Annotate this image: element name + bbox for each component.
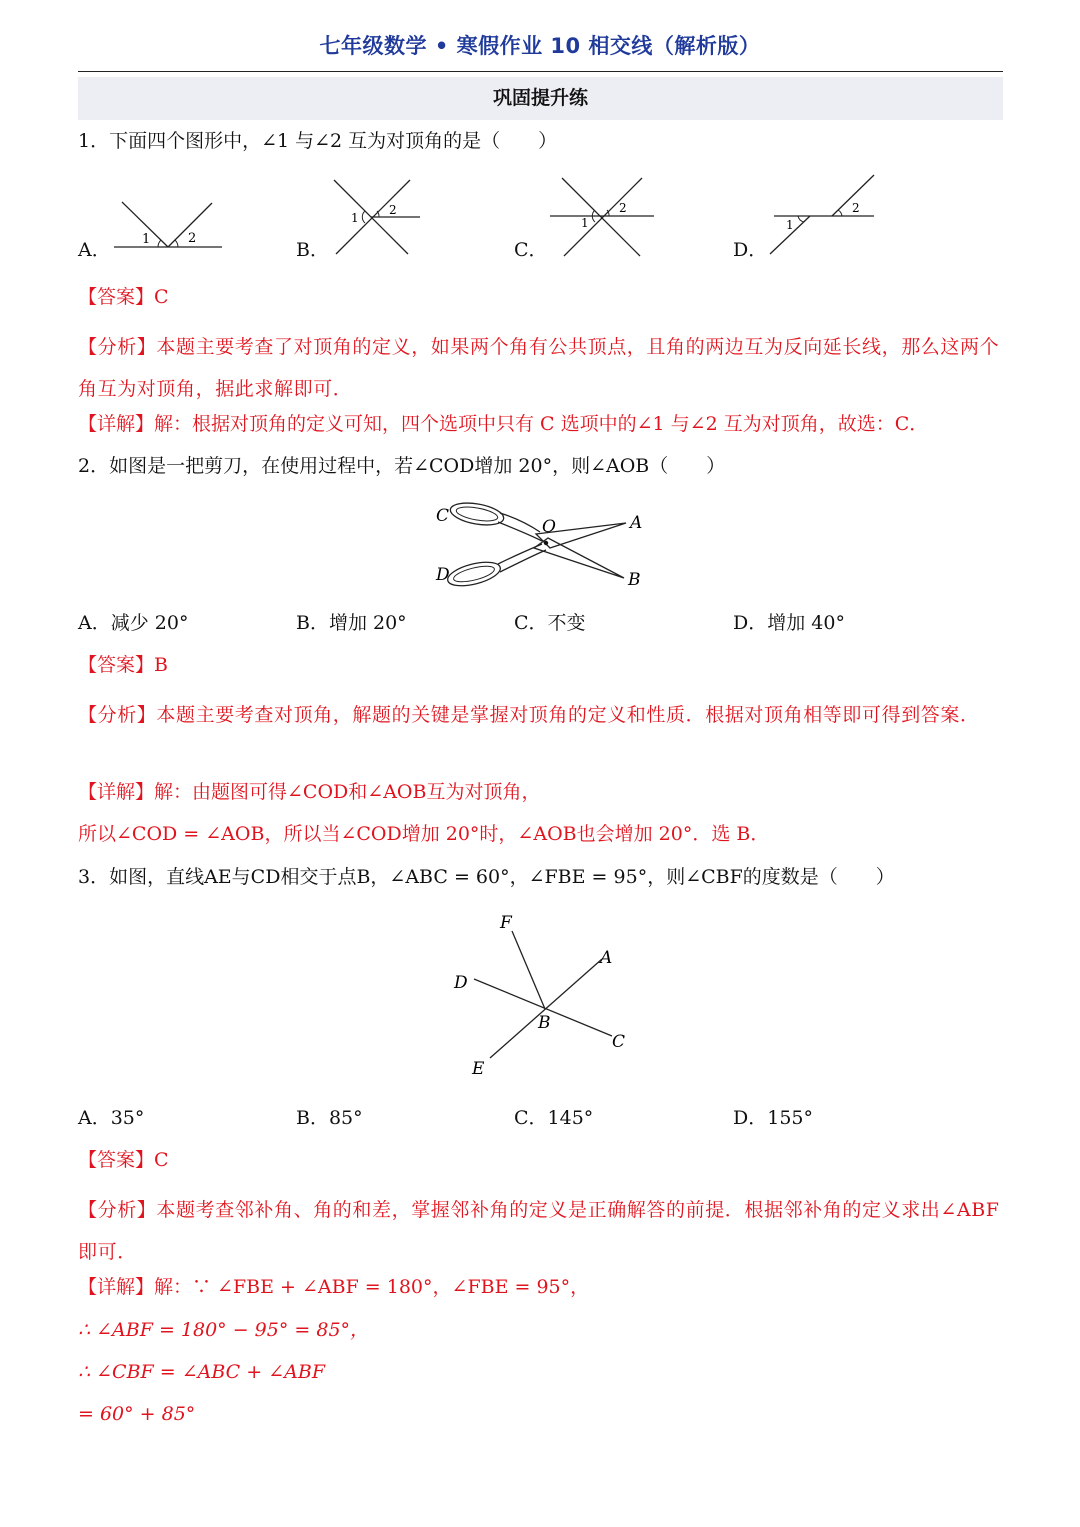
q1-stem: 1．下面四个图形中，∠1 与∠2 互为对顶角的是（ ） <box>78 130 558 152</box>
q2-label-c: C <box>436 506 450 526</box>
q3-option-a: A．35° <box>78 1107 145 1129</box>
q3-label-e: E <box>472 1059 485 1079</box>
q1-figure-b <box>328 172 428 262</box>
q1a-label-2: 2 <box>188 231 197 246</box>
q1-detail: 【详解】解：根据对顶角的定义可知，四个选项中只有 C 选项中的∠1 与∠2 互为对顶角，故选：C． <box>78 413 929 435</box>
q3-label-f: F <box>500 913 512 933</box>
q1c-label-1: 1 <box>581 216 589 230</box>
q1-answer: 【答案】C <box>78 286 169 308</box>
q1-analysis: 【分析】本题主要考查了对顶角的定义，如果两个角有公共顶点，且角的两边互为反向延长线，那么这两个角互为对顶角，据此求解即可． <box>78 336 1000 400</box>
q2-label-d: D <box>436 565 450 585</box>
q3-detail-line1: 【详解】解：∵ ∠FBE + ∠ABF = 180°，∠FBE = 95°， <box>78 1276 590 1298</box>
q2-label-b: B <box>628 570 641 590</box>
q1c-label-2: 2 <box>619 201 627 215</box>
q2-stem: 2．如图是一把剪刀，在使用过程中，若∠COD增加 20°，则∠AOB（ ） <box>78 455 726 477</box>
q2-detail-line2: 所以∠COD = ∠AOB，所以当∠COD增加 20°时，∠AOB也会增加 20°．选 B． <box>78 823 770 845</box>
q1d-label-1: 1 <box>786 218 794 232</box>
q1a-label-1: 1 <box>142 232 151 247</box>
q2-option-d: D．增加 40° <box>733 612 845 634</box>
q2-label-a: A <box>630 513 643 533</box>
q2-answer: 【答案】B <box>78 654 168 676</box>
q3-detail-line2: ∴ ∠ABF = 180° − 95° = 85°， <box>78 1319 370 1341</box>
q2-option-c: C．不变 <box>514 612 586 634</box>
q1-figure-d <box>766 172 878 262</box>
q3-lines-figure <box>448 906 638 1084</box>
q3-detail-line4: = 60° + 85° <box>78 1403 196 1425</box>
section-title: 巩固提升练 <box>78 77 1003 120</box>
q2-scissors-figure <box>428 494 658 598</box>
page-header-title: 七年级数学 • 寒假作业 10 相交线（解析版） <box>319 34 761 58</box>
q2-option-a: A．减少 20° <box>78 612 189 634</box>
q3-label-c: C <box>612 1032 626 1052</box>
q3-analysis: 【分析】本题考查邻补角、角的和差，掌握邻补角的定义是正确解答的前提．根据邻补角的定义求出∠ABF即可． <box>78 1199 1000 1263</box>
q1-option-c: C． <box>514 239 548 261</box>
q1b-label-2: 2 <box>389 203 397 217</box>
q2-analysis: 【分析】本题主要考查对顶角，解题的关键是掌握对顶角的定义和性质．根据对顶角相等即可得到答案． <box>78 704 980 726</box>
q1-figure-a <box>108 170 228 260</box>
q3-label-b: B <box>538 1013 551 1033</box>
header-divider <box>78 71 1003 72</box>
q2-option-b: B．增加 20° <box>296 612 407 634</box>
q3-option-c: C．145° <box>514 1107 594 1129</box>
q3-answer: 【答案】C <box>78 1149 169 1171</box>
q1b-label-1: 1 <box>351 211 359 225</box>
q3-detail-line3: ∴ ∠CBF = ∠ABC + ∠ABF <box>78 1361 326 1383</box>
q2-label-o: O <box>542 517 556 537</box>
q3-stem: 3．如图，直线AE与CD相交于点B，∠ABC = 60°，∠FBE = 95°，则∠CBF的度数是（ ） <box>78 866 895 888</box>
q3-option-d: D．155° <box>733 1107 813 1129</box>
q1-figure-c <box>548 172 658 262</box>
q3-option-b: B．85° <box>296 1107 363 1129</box>
q3-label-a: A <box>600 948 613 968</box>
q1d-label-2: 2 <box>852 201 860 215</box>
q1-option-d: D． <box>733 239 768 261</box>
q1-option-b: B． <box>296 239 329 261</box>
q2-detail-line1: 【详解】解：由题图可得∠COD和∠AOB互为对顶角， <box>78 781 541 803</box>
q1-option-a: A． <box>78 239 111 261</box>
q3-label-d: D <box>454 973 468 993</box>
